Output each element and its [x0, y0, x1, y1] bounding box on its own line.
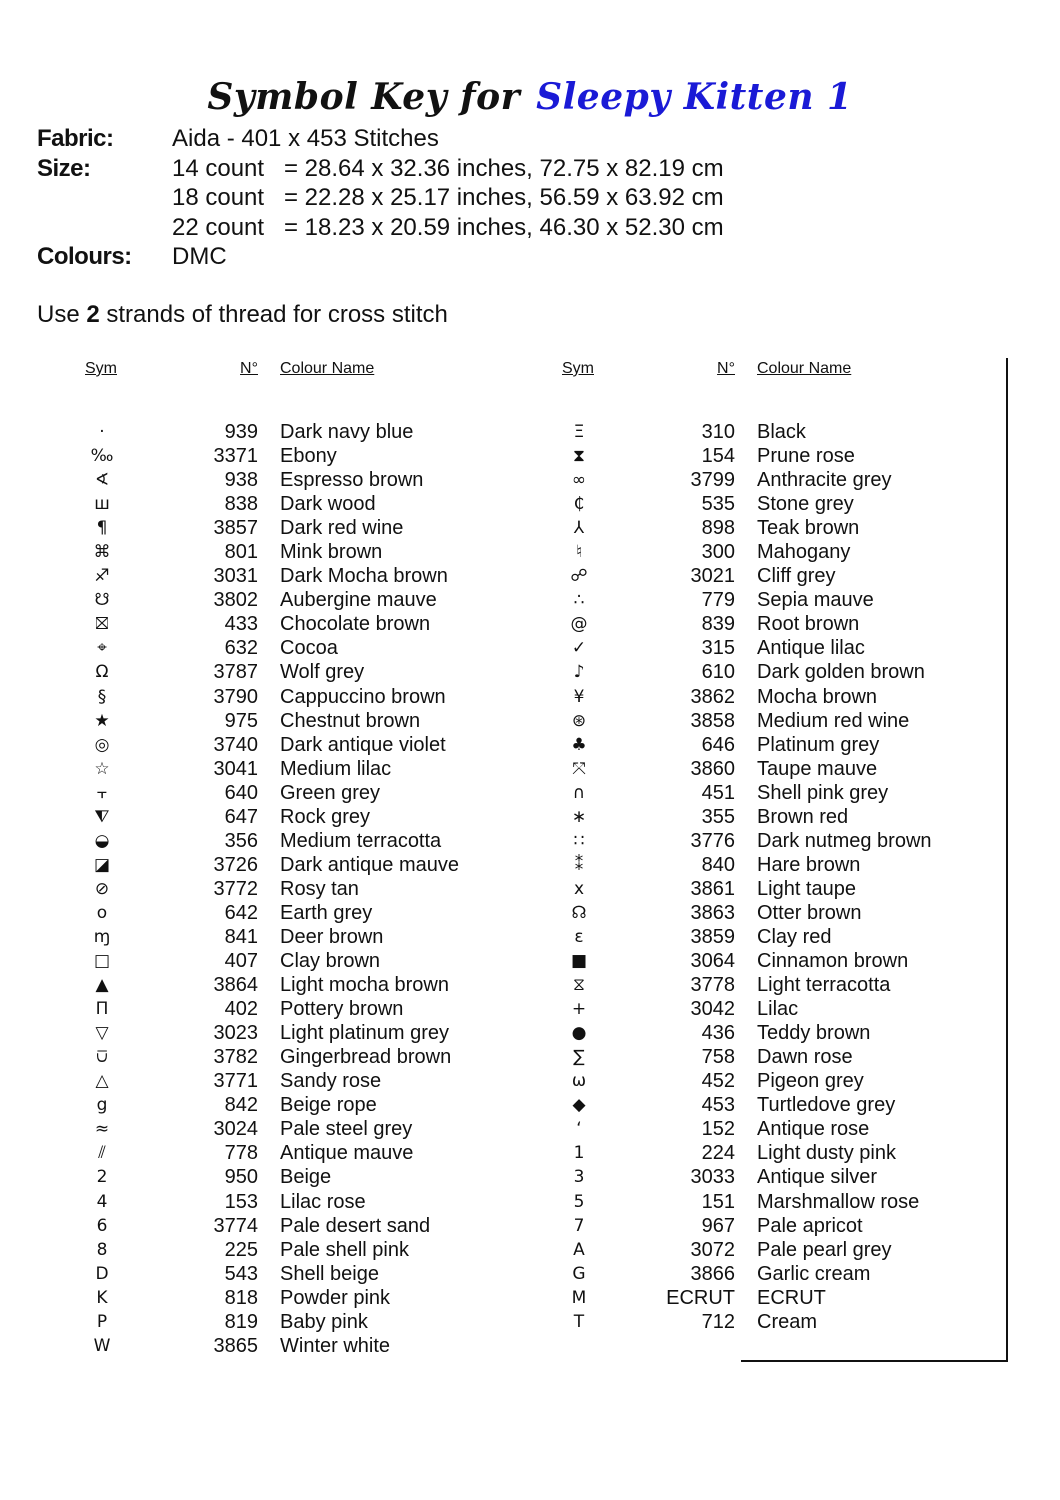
- dmc-number: 152: [701, 1118, 735, 1141]
- colour-name: Beige rope: [280, 1094, 377, 1117]
- symbol-icon: ɱ: [93, 926, 111, 947]
- strand-count: 2: [86, 301, 100, 328]
- symbol-icon: §: [97, 686, 107, 707]
- size-count: 18 count: [172, 184, 265, 211]
- dmc-number: 402: [224, 998, 258, 1021]
- header-number: N°: [240, 360, 258, 377]
- symbol-icon: 5: [573, 1191, 585, 1212]
- strands-note: Use 2 strands of thread for cross stitch: [37, 301, 448, 328]
- symbol-icon: ·: [99, 422, 105, 442]
- size-count: 14 count: [172, 154, 265, 182]
- symbol-icon: ⫽: [98, 1143, 106, 1164]
- colour-name: Shell pink grey: [757, 781, 889, 804]
- table-border-bottom: [741, 1360, 1008, 1362]
- colour-name: Anthracite grey: [757, 469, 892, 492]
- colour-name: Mocha brown: [757, 685, 878, 708]
- symbol-icon: ◎: [94, 734, 110, 755]
- symbol-icon: ■: [570, 951, 588, 972]
- symbol-icon: ш: [94, 494, 110, 515]
- dmc-number: 3740: [213, 733, 258, 756]
- dmc-number: 153: [224, 1190, 258, 1213]
- dmc-number: 3042: [690, 998, 735, 1021]
- header-colour-name: Colour Name: [757, 360, 852, 377]
- colour-name: Earth grey: [280, 901, 373, 924]
- symbol-icon: ▲: [95, 975, 109, 996]
- dmc-number: 839: [701, 613, 735, 636]
- colour-name: Pale shell pink: [280, 1238, 409, 1261]
- symbol-icon: ⤧: [572, 758, 586, 779]
- colour-name: Antique silver: [757, 1166, 878, 1189]
- table-border-right: [1006, 358, 1008, 1362]
- dmc-number: 640: [224, 781, 258, 804]
- colour-name: Ebony: [280, 445, 337, 468]
- colour-name: Cappuccino brown: [280, 685, 446, 708]
- symbol-icon: ♪: [573, 662, 585, 683]
- colour-name: Antique lilac: [757, 637, 865, 660]
- colour-name: Dark Mocha brown: [280, 565, 448, 588]
- symbol-icon: ¶: [96, 518, 108, 539]
- dmc-number: 975: [224, 709, 258, 732]
- colour-name: Deer brown: [280, 925, 384, 948]
- dmc-number: 3031: [213, 565, 258, 588]
- dmc-number: 535: [701, 493, 735, 516]
- header-colour-name: Colour Name: [280, 360, 375, 377]
- dmc-number: 151: [701, 1190, 735, 1213]
- colour-name: Dark antique violet: [280, 733, 446, 756]
- dmc-number: 3776: [690, 829, 735, 852]
- dmc-number: ECRUT: [666, 1286, 735, 1309]
- colour-name: Cliff grey: [757, 565, 836, 588]
- symbol-icon: ☊: [571, 902, 587, 923]
- symbol-icon: o: [96, 902, 108, 923]
- dmc-number: 3860: [690, 757, 735, 780]
- dmc-number: 3859: [690, 925, 735, 948]
- symbol-icon: ⛝: [95, 614, 109, 635]
- symbol-icon: ∴: [573, 590, 585, 611]
- size-value: [172, 183, 724, 213]
- symbol-icon: W: [93, 1335, 111, 1356]
- colour-name: Black: [757, 421, 806, 443]
- symbol-icon: ⧖: [573, 975, 585, 996]
- size-value: [172, 154, 724, 184]
- colour-name: Garlic cream: [757, 1262, 871, 1285]
- dmc-number: 355: [701, 805, 735, 828]
- symbol-icon: g: [96, 1095, 108, 1116]
- fabric-label: Fabric:: [37, 125, 114, 152]
- size-value: [172, 213, 724, 243]
- dmc-number: 225: [224, 1238, 258, 1261]
- symbol-icon: ⅄: [573, 518, 585, 539]
- colour-name: Pale steel grey: [280, 1118, 413, 1141]
- colour-name: Teddy brown: [757, 1022, 871, 1045]
- symbol-icon: K: [96, 1287, 108, 1308]
- dmc-number: 712: [701, 1310, 735, 1333]
- colour-name: Cocoa: [280, 637, 338, 660]
- size-label: Size:: [37, 154, 91, 182]
- symbol-icon: P: [96, 1311, 108, 1332]
- colour-name: Sepia mauve: [757, 589, 874, 612]
- dmc-number: 453: [701, 1094, 735, 1117]
- colour-name: Dark golden brown: [757, 661, 925, 684]
- header-sym: Sym: [85, 360, 117, 377]
- dmc-number: 154: [701, 445, 735, 468]
- colour-name: Chocolate brown: [280, 613, 431, 636]
- colour-name: Mahogany: [757, 541, 851, 564]
- symbol-icon: 8: [96, 1239, 108, 1260]
- symbol-icon: 2: [96, 1167, 108, 1188]
- colour-name: Turtledove grey: [757, 1094, 896, 1117]
- dmc-number: 3021: [690, 565, 735, 588]
- symbol-icon: ‘: [576, 1119, 582, 1140]
- colour-name: Light terracotta: [757, 974, 891, 997]
- symbol-icon: Π: [95, 999, 109, 1020]
- colour-name: Dark wood: [280, 493, 376, 516]
- symbol-icon: ⩂: [96, 1047, 108, 1068]
- dmc-number: 938: [224, 469, 258, 492]
- page-title: [0, 76, 1060, 118]
- symbol-icon: △: [95, 1071, 109, 1092]
- dmc-number: 407: [224, 950, 258, 973]
- dmc-number: 3862: [690, 685, 735, 708]
- colour-name: Marshmallow rose: [757, 1190, 920, 1213]
- dmc-number: 841: [224, 925, 258, 948]
- colour-name: Otter brown: [757, 901, 862, 924]
- symbol-icon: ⧨: [94, 806, 110, 827]
- symbol-icon: ∑: [573, 1047, 585, 1068]
- dmc-number: 3023: [213, 1022, 258, 1045]
- colour-name: Chestnut brown: [280, 709, 421, 732]
- fabric-row: [37, 124, 724, 154]
- colours-row: [37, 242, 724, 272]
- pattern-name: Sleepy Kitten 1: [536, 76, 853, 118]
- colour-name: Pottery brown: [280, 998, 404, 1021]
- symbol-icon: ⫟: [96, 782, 108, 803]
- colour-name: Platinum grey: [757, 733, 880, 756]
- dmc-number: 3858: [690, 709, 735, 732]
- colour-name: Espresso brown: [280, 469, 424, 492]
- size-row: [37, 154, 724, 184]
- symbol-icon: ◆: [572, 1095, 586, 1116]
- colours-label: Colours:: [37, 243, 132, 270]
- colour-name: Beige: [280, 1166, 332, 1189]
- colour-name: Winter white: [280, 1334, 391, 1357]
- dmc-number: 3802: [213, 589, 258, 612]
- symbol-icon: ⊛: [571, 710, 587, 731]
- colour-name: Hare brown: [757, 853, 861, 876]
- colour-name: Light taupe: [757, 877, 856, 900]
- symbol-icon: G: [572, 1263, 586, 1284]
- symbol-icon: 6: [96, 1215, 108, 1236]
- symbol-icon: 4: [96, 1191, 108, 1212]
- colour-name: Antique rose: [757, 1118, 870, 1141]
- dmc-number: 3861: [690, 877, 735, 900]
- colour-name: Stone grey: [757, 493, 854, 516]
- dmc-number: 3041: [213, 757, 258, 780]
- symbol-icon: 7: [573, 1215, 585, 1236]
- dmc-number: 967: [701, 1214, 735, 1237]
- colour-name: Dark nutmeg brown: [757, 829, 932, 852]
- dmc-number: 842: [224, 1094, 258, 1117]
- header-number: N°: [717, 360, 735, 377]
- colour-name: Pigeon grey: [757, 1070, 864, 1093]
- dmc-number: 3857: [213, 517, 258, 540]
- dmc-number: 642: [224, 901, 258, 924]
- symbol-icon: A: [573, 1239, 585, 1260]
- dmc-number: 950: [224, 1166, 258, 1189]
- dmc-number: 3371: [213, 445, 258, 468]
- size-dims: = 28.64 x 32.36 inches, 72.75 x 82.19 cm: [284, 154, 724, 182]
- symbol-icon: @: [570, 614, 588, 635]
- dmc-number: 310: [701, 421, 735, 443]
- symbol-icon: ♐: [94, 566, 110, 587]
- size-row: [37, 213, 724, 243]
- symbol-icon: D: [95, 1263, 109, 1284]
- symbol-icon: ★: [94, 710, 110, 731]
- colour-name: Mink brown: [280, 541, 383, 564]
- symbol-icon: ☍: [570, 566, 588, 587]
- symbol-icon: ▽: [95, 1023, 109, 1044]
- dmc-number: 315: [701, 637, 735, 660]
- colour-name: Sandy rose: [280, 1070, 382, 1093]
- colour-name: Shell beige: [280, 1262, 379, 1285]
- symbol-icon: ◪: [93, 854, 111, 875]
- dmc-number: 452: [701, 1070, 735, 1093]
- colour-name: Baby pink: [280, 1310, 368, 1333]
- colour-name: ECRUT: [757, 1286, 826, 1309]
- colour-name: Clay brown: [280, 950, 381, 973]
- colour-name: Pale apricot: [757, 1214, 863, 1237]
- symbol-icon: ω: [571, 1071, 587, 1092]
- symbol-icon: ∗: [571, 806, 587, 827]
- colour-name: Medium red wine: [757, 709, 910, 732]
- symbol-icon: ≈: [94, 1119, 110, 1140]
- dmc-number: 433: [224, 613, 258, 636]
- dmc-number: 3787: [213, 661, 258, 684]
- symbol-icon: ●: [571, 1023, 587, 1044]
- colour-name: Prune rose: [757, 445, 855, 468]
- colour-name: Taupe mauve: [757, 757, 878, 780]
- dmc-number: 779: [701, 589, 735, 612]
- dmc-number: 3790: [213, 685, 258, 708]
- colour-name: Rock grey: [280, 805, 371, 828]
- symbol-icon: ☋: [94, 590, 110, 611]
- dmc-number: 819: [224, 1310, 258, 1333]
- colour-name: Medium terracotta: [280, 829, 442, 852]
- dmc-number: 3024: [213, 1118, 258, 1141]
- dmc-number: 778: [224, 1142, 258, 1165]
- dmc-number: 3865: [213, 1334, 258, 1357]
- size-dims: = 18.23 x 20.59 inches, 46.30 x 52.30 cm: [284, 213, 724, 241]
- dmc-number: 300: [701, 541, 735, 564]
- colour-name: Light dusty pink: [757, 1142, 896, 1165]
- size-row: [37, 183, 724, 213]
- dmc-number: 647: [224, 805, 258, 828]
- symbol-icon: ¥: [573, 686, 585, 707]
- symbol-icon: □: [93, 951, 111, 972]
- colour-name: Teak brown: [757, 517, 860, 540]
- colour-name: Wolf grey: [280, 661, 365, 684]
- dmc-number: 356: [224, 829, 258, 852]
- dmc-number: 610: [701, 661, 735, 684]
- colour-name: Lilac: [757, 998, 799, 1021]
- symbol-icon: ✓: [571, 638, 587, 659]
- symbol-icon: ∷: [573, 830, 585, 851]
- symbol-icon: ♮: [575, 542, 583, 563]
- dmc-number: 451: [701, 781, 735, 804]
- colour-name: Aubergine mauve: [280, 589, 437, 612]
- symbol-icon: ∢: [94, 470, 110, 491]
- colour-name: Light platinum grey: [280, 1022, 449, 1045]
- dmc-number: 3778: [690, 974, 735, 997]
- dmc-number: 758: [701, 1046, 735, 1069]
- dmc-number: 3033: [690, 1166, 735, 1189]
- fabric-value: Aida - 401 x 453 Stitches: [172, 125, 439, 152]
- dmc-number: 3072: [690, 1238, 735, 1261]
- dmc-number: 3774: [213, 1214, 258, 1237]
- colour-name: Pale desert sand: [280, 1214, 431, 1237]
- symbol-icon: ⊘: [94, 878, 110, 899]
- colour-name: Dark antique mauve: [280, 853, 459, 876]
- dmc-number: 3799: [690, 469, 735, 492]
- symbol-icon: ♣: [571, 734, 587, 755]
- dmc-number: 3726: [213, 853, 258, 876]
- symbol-icon: x: [573, 878, 585, 899]
- symbol-icon: ◒: [94, 830, 110, 851]
- colour-name: Dark red wine: [280, 517, 404, 540]
- dmc-number: 898: [701, 517, 735, 540]
- dmc-number: 224: [701, 1142, 735, 1165]
- symbol-icon: ⧗: [573, 446, 585, 467]
- colours-value: DMC: [172, 243, 227, 270]
- symbol-icon: ∞: [571, 470, 587, 491]
- title-prefix: Symbol Key for: [207, 76, 521, 118]
- colour-name: Green grey: [280, 781, 381, 804]
- symbol-icon: ∩: [572, 782, 586, 803]
- dmc-number: 3863: [690, 901, 735, 924]
- dmc-number: 632: [224, 637, 258, 660]
- dmc-number: 3864: [213, 974, 258, 997]
- dmc-number: 3772: [213, 877, 258, 900]
- symbol-icon: +: [571, 999, 587, 1020]
- symbol-icon: Ξ: [573, 422, 585, 442]
- size-dims: = 22.28 x 25.17 inches, 56.59 x 63.92 cm: [284, 184, 724, 211]
- colour-name: Medium lilac: [280, 757, 392, 780]
- symbol-icon: ‰: [90, 446, 114, 467]
- symbol-icon: ₵: [573, 494, 585, 515]
- dmc-number: 838: [224, 493, 258, 516]
- colour-name: Dark navy blue: [280, 421, 414, 443]
- symbol-icon: ⌘: [93, 542, 111, 563]
- symbol-icon: 1: [573, 1143, 585, 1164]
- colour-name: Clay red: [757, 925, 832, 948]
- dmc-number: 3771: [213, 1070, 258, 1093]
- size-count: 22 count: [172, 213, 265, 241]
- colour-name: Cinnamon brown: [757, 950, 909, 973]
- dmc-number: 840: [701, 853, 735, 876]
- dmc-number: 3866: [690, 1262, 735, 1285]
- symbol-icon: ⌖: [97, 638, 107, 659]
- colour-name: Pale pearl grey: [757, 1238, 892, 1261]
- dmc-number: 3782: [213, 1046, 258, 1069]
- symbol-icon: Ω: [95, 662, 109, 683]
- dmc-number: 939: [224, 421, 258, 443]
- colour-name: Rosy tan: [280, 877, 359, 900]
- header-sym: Sym: [562, 360, 594, 377]
- symbol-icon: ε: [574, 926, 584, 947]
- colour-name: Gingerbread brown: [280, 1046, 452, 1069]
- colour-name: Powder pink: [280, 1286, 391, 1309]
- dmc-number: 818: [224, 1286, 258, 1309]
- symbol-icon: T: [573, 1311, 585, 1332]
- dmc-number: 646: [701, 733, 735, 756]
- colour-name: Antique mauve: [280, 1142, 414, 1165]
- colour-name: Lilac rose: [280, 1190, 366, 1213]
- symbol-icon: 3: [573, 1167, 585, 1188]
- dmc-number: 436: [701, 1022, 735, 1045]
- colour-name: Brown red: [757, 805, 849, 828]
- symbol-icon: ☆: [94, 758, 110, 779]
- dmc-number: 543: [224, 1262, 258, 1285]
- colour-name: Light mocha brown: [280, 974, 449, 997]
- dmc-number: 801: [224, 541, 258, 564]
- dmc-number: 3064: [690, 950, 735, 973]
- colour-name: Cream: [757, 1310, 818, 1333]
- symbol-icon: ⁑: [574, 854, 584, 875]
- colour-name: Dawn rose: [757, 1046, 853, 1069]
- symbol-icon: M: [571, 1287, 587, 1308]
- pattern-info: [37, 124, 724, 272]
- colour-name: Root brown: [757, 613, 860, 636]
